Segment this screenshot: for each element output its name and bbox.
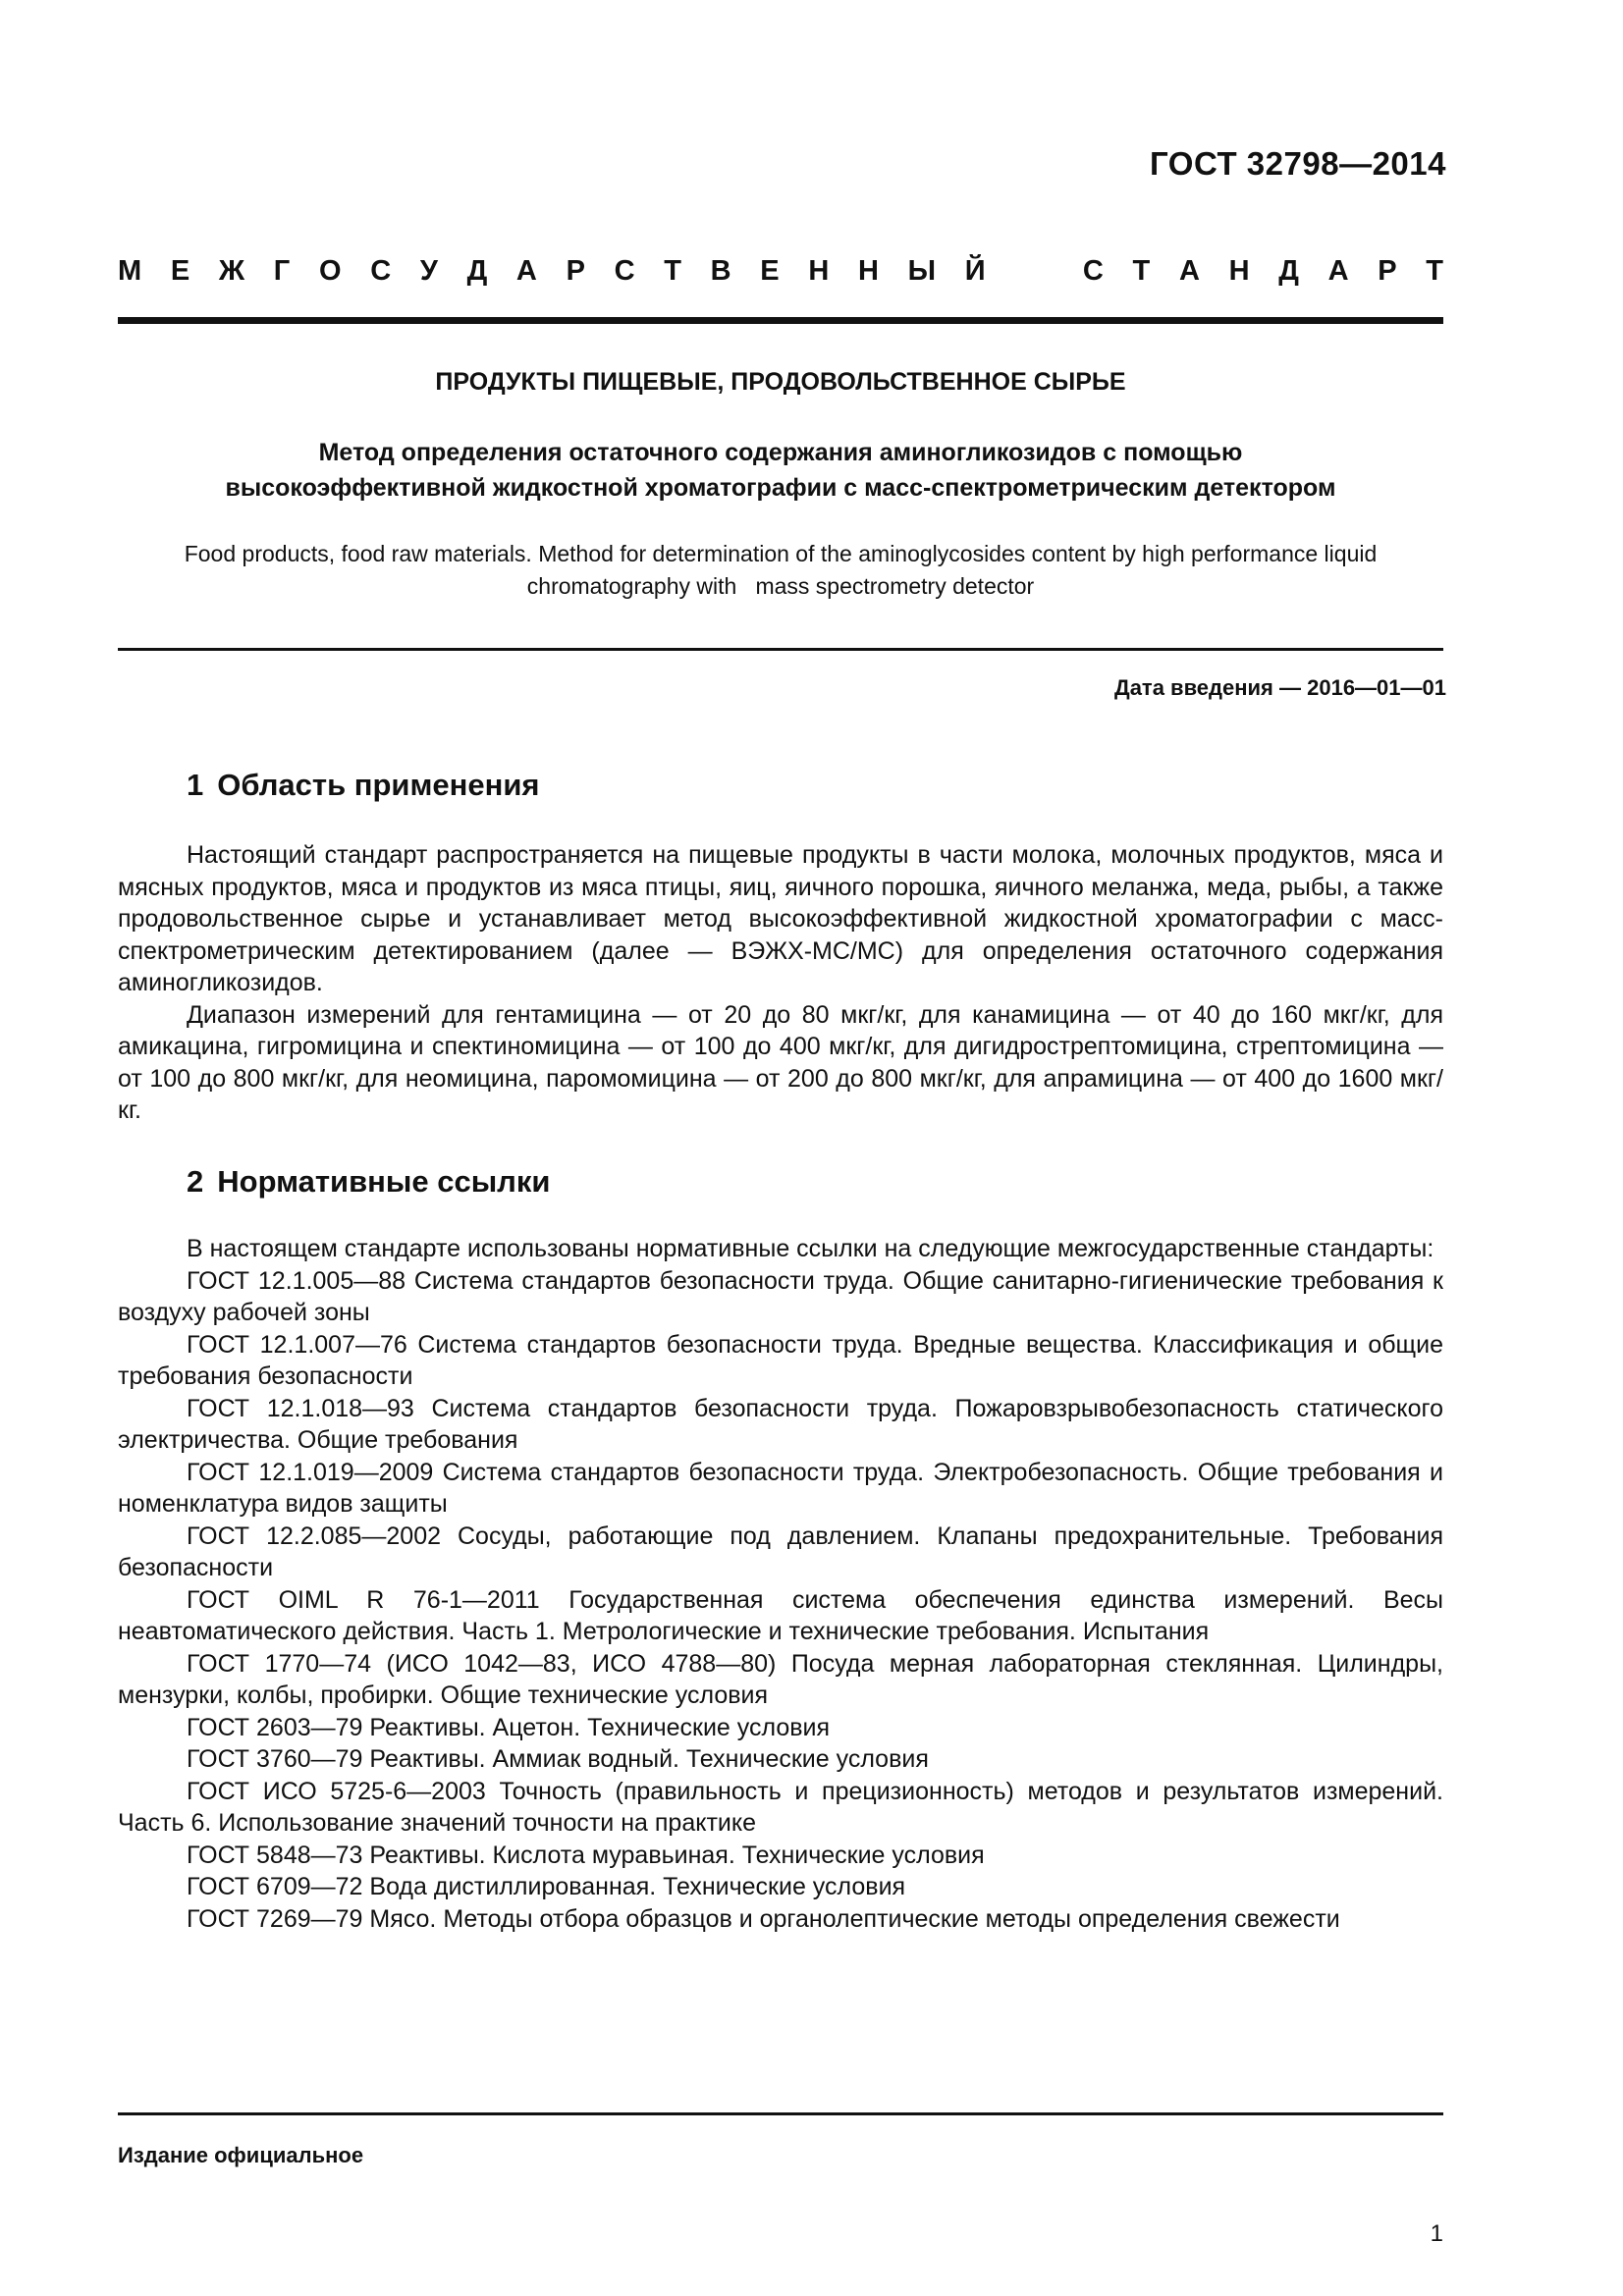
english-title: [118, 538, 1443, 603]
paragraph: Настоящий стандарт распространяется на пищевые продукты в части молока, молочных продуктов, мяса и мясных продуктов, мяса и продуктов из мяса птицы, яиц, яичного порошка, яичного меланжа, меда, рыбы, а также продовольственное сырье и устанавливает метод высокоэффективной жидкостной хроматографии с масс-спектрометрическим детектированием (далее — ВЭЖХ-МС/МС) для определения остаточного содержания аминогликозидов.: [118, 841, 1443, 996]
reference-item: ГОСТ 12.1.005—88 Система стандартов безопасности труда. Общие санитарно-гигиенические требования к воздуху рабочей зоны: [118, 1266, 1443, 1326]
header-rule: [118, 317, 1443, 324]
banner-letter: Ы: [907, 255, 936, 287]
reference-item: ГОСТ 3760—79 Реактивы. Аммиак водный. Технические условия: [187, 1745, 929, 1773]
introduction-date: Дата введения — 2016—01—01: [1114, 675, 1446, 700]
title-rule: [118, 648, 1443, 651]
section-number: 1: [187, 768, 204, 802]
paragraph: В настоящем стандарте использованы нормативные ссылки на следующие межгосударственные стандарты:: [187, 1235, 1434, 1262]
section-title: Область применения: [217, 768, 540, 802]
banner-letter: Н: [808, 255, 830, 287]
official-edition-label: Издание официальное: [118, 2143, 364, 2167]
reference-item: ГОСТ 1770—74 (ИСО 1042—83, ИСО 4788—80) Посуда мерная лабораторная стеклянная. Цилиндры, мензурки, колбы, пробирки. Общие технические условия: [118, 1649, 1443, 1709]
banner-letter: Р: [1378, 255, 1397, 287]
gost-code: ГОСТ 32798—2014: [1150, 145, 1446, 182]
reference-item: ГОСТ 12.1.019—2009 Система стандартов безопасности труда. Электробезопасность. Общие требования и номенклатура видов защиты: [118, 1458, 1443, 1518]
section-2-body: [118, 1233, 1443, 1935]
banner-letter: Д: [1278, 255, 1299, 287]
reference-item: ГОСТ 12.1.007—76 Система стандартов безопасности труда. Вредные вещества. Классификация и общие требования безопасности: [118, 1330, 1443, 1390]
banner-letter: Н: [857, 255, 879, 287]
banner-letter: Ж: [218, 255, 245, 287]
banner-letter: Т: [1426, 255, 1443, 287]
banner-letter: Й: [964, 255, 986, 287]
english-title-line: chromatography with mass spectrometry detector: [526, 573, 1035, 599]
banner-letter: А: [1178, 255, 1200, 287]
banner-letter: В: [710, 255, 731, 287]
section-2-heading: [187, 1164, 550, 1200]
banner-letter: Е: [760, 255, 780, 287]
reference-item: ГОСТ 5848—73 Реактивы. Кислота муравьиная. Технические условия: [187, 1841, 985, 1869]
reference-item: ГОСТ OIML R 76-1—2011 Государственная система обеспечения единства измерений. Весы неавтоматического действия. Часть 1. Метрологические и технические требования. Испытания: [118, 1585, 1443, 1645]
banner-letter: Н: [1228, 255, 1250, 287]
banner-letter: Г: [273, 255, 291, 287]
footer-rule: [118, 2112, 1443, 2115]
banner-letter: Е: [170, 255, 190, 287]
banner-letter: О: [318, 255, 342, 287]
banner-letter: Т: [1132, 255, 1151, 287]
reference-item: ГОСТ 12.1.018—93 Система стандартов безопасности труда. Пожаровзрывобезопасность статического электричества. Общие требования: [118, 1394, 1443, 1454]
paragraph: Диапазон измерений для гентамицина — от 20 до 80 мкг/кг, для канамицина — от 40 до 160 мкг/кг, для амикацина, гигромицина и спектиномицина — от 100 до 400 мкг/кг, для дигидрострептомицина, стрептомицина — от 100 до 800 мкг/кг, для неомицина, паромомицина — от 200 до 800 мкг/кг, для апрамицина — от 400 до 1600 мкг/кг.: [118, 1000, 1443, 1124]
banner-letter: А: [515, 255, 537, 287]
banner-letter: С: [1082, 255, 1104, 287]
reference-item: ГОСТ ИСО 5725-6—2003 Точность (правильность и прецизионность) методов и результатов измерений. Часть 6. Использование значений точности на практике: [118, 1777, 1443, 1837]
english-title-line: Food products, food raw materials. Method for determination of the aminoglycosides content by high performance liquid: [184, 541, 1378, 566]
banner-letter: У: [419, 255, 438, 287]
banner-letter: Р: [566, 255, 585, 287]
document-title: ПРОДУКТЫ ПИЩЕВЫЕ, ПРОДОВОЛЬСТВЕННОЕ СЫРЬЕ: [435, 368, 1126, 396]
banner-letter: Д: [466, 255, 488, 287]
banner-letter: С: [370, 255, 392, 287]
reference-item: ГОСТ 7269—79 Мясо. Методы отбора образцов и органолептические методы определения свежести: [187, 1904, 1340, 1933]
banner-letter: Т: [664, 255, 681, 287]
banner-letter: А: [1327, 255, 1349, 287]
standard-banner: [118, 255, 1443, 288]
subtitle-line: высокоэффективной жидкостной хроматографии с масс-спектрометрическим детектором: [225, 474, 1336, 502]
banner-letter: М: [118, 255, 142, 287]
section-1-body: [118, 839, 1443, 1127]
banner-letter: С: [614, 255, 635, 287]
reference-item: ГОСТ 2603—79 Реактивы. Ацетон. Технические условия: [187, 1713, 831, 1741]
document-subtitle: [118, 435, 1443, 506]
subtitle-line: Метод определения остаточного содержания аминогликозидов с помощью: [318, 439, 1243, 466]
section-title: Нормативные ссылки: [217, 1164, 551, 1199]
banner-word-gap: [1014, 255, 1054, 288]
section-number: 2: [187, 1164, 204, 1199]
page-number: 1: [1430, 2220, 1443, 2247]
reference-item: ГОСТ 12.2.085—2002 Сосуды, работающие под давлением. Клапаны предохранительные. Требования безопасности: [118, 1522, 1443, 1581]
reference-item: ГОСТ 6709—72 Вода дистиллированная. Технические условия: [187, 1873, 906, 1900]
section-1-heading: [187, 768, 540, 803]
